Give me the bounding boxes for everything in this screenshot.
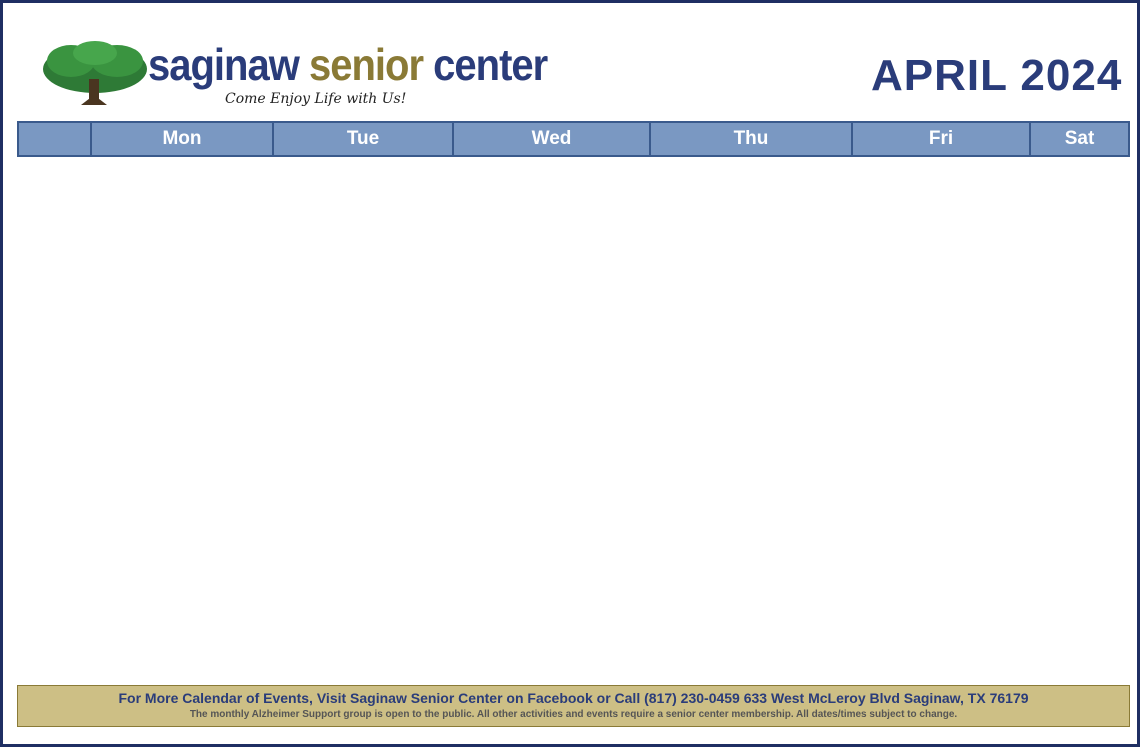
weekday-header-row <box>18 122 1129 156</box>
brand-senior: senior <box>308 41 424 91</box>
weekday-tue: Tue <box>273 122 453 156</box>
brand-wordmark <box>148 41 547 91</box>
brand-saginaw: saginaw <box>148 41 299 91</box>
weekday-thu: Thu <box>650 122 852 156</box>
tagline: Come Enjoy Life with Us! <box>225 91 407 107</box>
month-title: APRIL 2024 <box>871 51 1123 100</box>
brand-center: center <box>433 41 548 91</box>
weekday-sat: Sat <box>1030 122 1129 156</box>
weekday-sun <box>18 122 91 156</box>
weekday-mon: Mon <box>91 122 273 156</box>
footer-disclaimer: The monthly Alzheimer Support group is open to the public. All other activities and events require a senior center membership. All dates/times subject to change. <box>189 709 958 720</box>
weekday-wed: Wed <box>453 122 650 156</box>
oak-tree-logo <box>41 39 149 107</box>
weekday-fri: Fri <box>852 122 1030 156</box>
calendar-grid <box>17 121 1130 157</box>
footer-contact: For More Calendar of Events, Visit Saginaw Senior Center on Facebook or Call (817) 230-0459 633 West McLeroy Blvd Saginaw, TX 76179 <box>118 690 1029 706</box>
footer-banner <box>17 685 1130 727</box>
